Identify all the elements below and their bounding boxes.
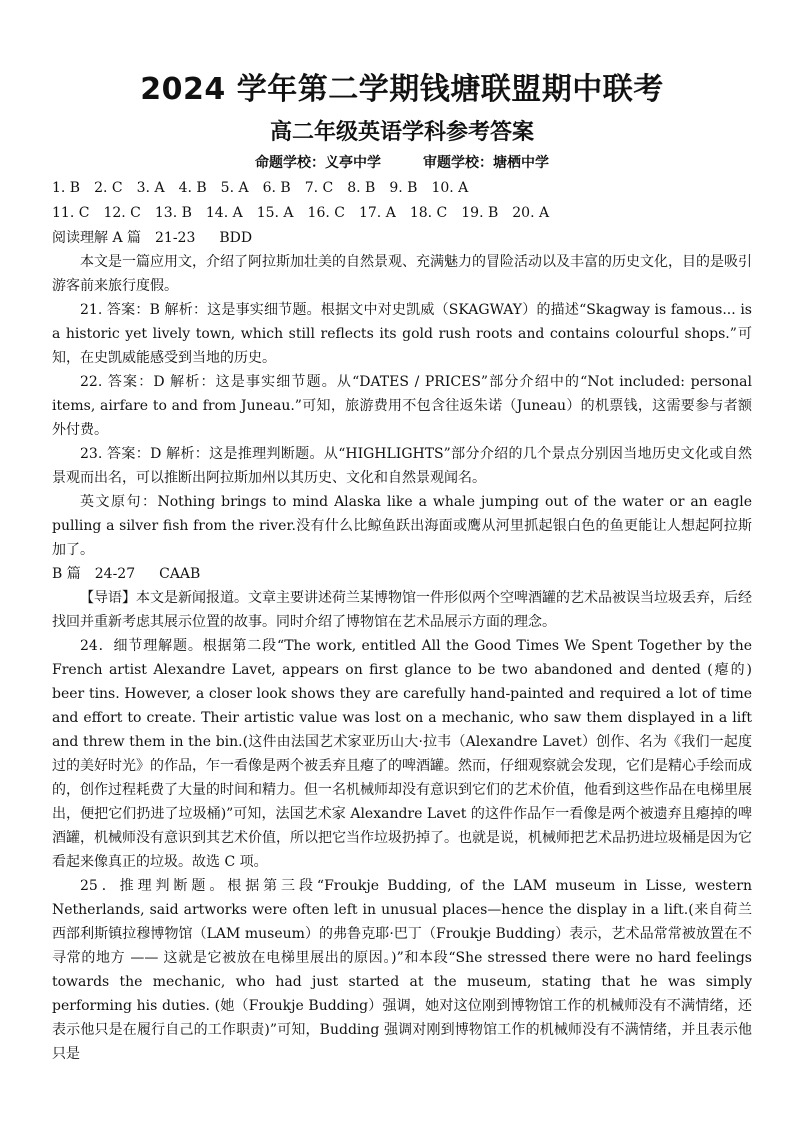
answer-item: 8. B bbox=[347, 180, 376, 196]
answer-key: CAAB bbox=[159, 566, 201, 582]
q22-explanation: 22. 答案：D 解析：这是事实细节题。从“DATES / PRICES”部分介绍中的“Not included: personal items, airfare to and from Juneau.”可知，旅游费用不包含往返朱诺（Juneau）的机票钱，这需要参与者额外付费。 bbox=[52, 374, 752, 438]
school-info bbox=[52, 152, 752, 174]
answer-item: 13. B bbox=[154, 205, 192, 221]
original-sentence: 英文原句：Nothing brings to mind Alaska like a whale jumping out of the water or an eagle pulling a silver fish from the river.没有什么比鲸鱼跃出海面或鹰从河里抓起银白色的鱼更能让人想起阿拉斯加了。 bbox=[52, 494, 752, 558]
answer-item: 12. C bbox=[103, 205, 141, 221]
reading-b-heading bbox=[52, 562, 752, 586]
question-range: 24-27 bbox=[94, 566, 136, 582]
q21-explanation: 21. 答案：B 解析：这是事实细节题。根据文中对史凯威（SKAGWAY）的描述“Skagway is famous... is a historic yet lively town, which still reflects its gold rush roots and contains colourful shops.”可知，在史凯威能感受到当地的历史。 bbox=[52, 302, 752, 366]
reading-a-heading bbox=[52, 226, 752, 250]
answer-item: 17. A bbox=[358, 205, 396, 221]
reading-a-intro: 本文是一篇应用文，介绍了阿拉斯加壮美的自然景观、充满魅力的冒险活动以及丰富的历史文化，目的是吸引游客前来旅行度假。 bbox=[52, 254, 752, 294]
section-label: B 篇 bbox=[52, 566, 81, 582]
q25-explanation: 25．推理判断题。根据第三段“Froukje Budding, of the LAM museum in Lisse, western Netherlands, said artworks were often left in unusual places—hence the display in a lift.(来自荷兰西部利斯镇拉穆博物馆（LAM museum）的弗鲁克耶·巴丁（Froukje Budding）表示，艺术品常常被放置在不寻常的地方 —— 这就是它被放在电梯里展出的原因。)”和本段“She stressed there were no hard feelings towards the mechanic, who had just started at the museum, stating that he was simply performing his duties. (她（Froukje Budding）强调，她对这位刚到博物馆工作的机械师没有不满情绪，还表示他只是在履行自己的工作职责)”可知，Budding 强调对刚到博物馆工作的机械师没有不满情绪，并且表示他只是 bbox=[52, 878, 752, 1062]
q23-explanation: 23. 答案：D 解析：这是推理判断题。从“HIGHLIGHTS”部分介绍的几个景点分别因当地历史文化或自然景观而出名，可以推断出阿拉斯加州以其历史、文化和自然景观闻名。 bbox=[52, 446, 752, 486]
answer-item: 16. C bbox=[307, 205, 345, 221]
page-subtitle: 高二年级英语学科参考答案 bbox=[269, 120, 534, 145]
reading-b-guide: 【导语】本文是新闻报道。文章主要讲述荷兰某博物馆一件形似两个空啤酒罐的艺术品被误当垃圾丢弃，后经找回并重新考虑其展示位置的故事。同时介绍了博物馆在艺术品展示方面的理念。 bbox=[52, 590, 752, 630]
answer-row-1 bbox=[52, 176, 752, 201]
answer-item: 4. B bbox=[178, 180, 207, 196]
answer-key-page bbox=[52, 70, 752, 1066]
answer-item: 10. A bbox=[431, 180, 469, 196]
answer-key: BDD bbox=[219, 230, 253, 246]
answer-item: 11. C bbox=[52, 205, 90, 221]
answer-row-2 bbox=[52, 201, 752, 226]
answer-item: 14. A bbox=[205, 205, 243, 221]
answer-item: 9. B bbox=[389, 180, 418, 196]
answer-item: 1. B bbox=[52, 180, 81, 196]
q24-explanation: 24．细节理解题。根据第二段“The work, entitled All the Good Times We Spent Together by the French artist Alexandre Lavet, appears on first glance to be two abandoned and dented (瘪的) beer tins. However, a closer look shows they are carefully hand-painted and required a lot of time and effort to create. Their artistic value was lost on a mechanic, who saw them displayed in a lift and threw them in the bin.(这件由法国艺术家亚历山大·拉韦（Alexandre Lavet）创作、名为《我们一起度过的美好时光》的作品，乍一看像是两个被丢弃且瘪了的啤酒罐。然而，仔细观察就会发现，它们是精心手绘而成的，创作过程耗费了大量的时间和精力。但一名机械师却没有意识到它们的艺术价值，他看到这些作品在电梯里展出，便把它们扔进了垃圾桶)”可知，法国艺术家 Alexandre Lavet 的这件作品乍一看像是两个被遗弃且瘪掉的啤酒罐，机械师没有意识到其艺术价值，所以把它当作垃圾扔掉了。也就是说，机械师把艺术品扔进垃圾桶是因为它看起来像真正的垃圾。故选 C 项。 bbox=[52, 638, 752, 870]
setting-school: 命题学校：义亭中学 bbox=[255, 155, 381, 171]
review-school: 审题学校：塘栖中学 bbox=[423, 155, 549, 171]
answer-item: 2. C bbox=[94, 180, 123, 196]
answer-item: 20. A bbox=[512, 205, 550, 221]
page-title: 2024 学年第二学期钱塘联盟期中联考 bbox=[140, 72, 664, 107]
answer-item: 3. A bbox=[136, 180, 165, 196]
section-label: 阅读理解 A 篇 bbox=[52, 230, 142, 246]
answer-item: 7. C bbox=[304, 180, 334, 196]
answer-item: 19. B bbox=[461, 205, 499, 221]
question-range: 21-23 bbox=[155, 230, 196, 246]
answer-item: 5. A bbox=[220, 180, 249, 196]
answer-item: 18. C bbox=[409, 205, 448, 221]
answer-item: 15. A bbox=[256, 205, 294, 221]
answer-item: 6. B bbox=[262, 180, 291, 196]
